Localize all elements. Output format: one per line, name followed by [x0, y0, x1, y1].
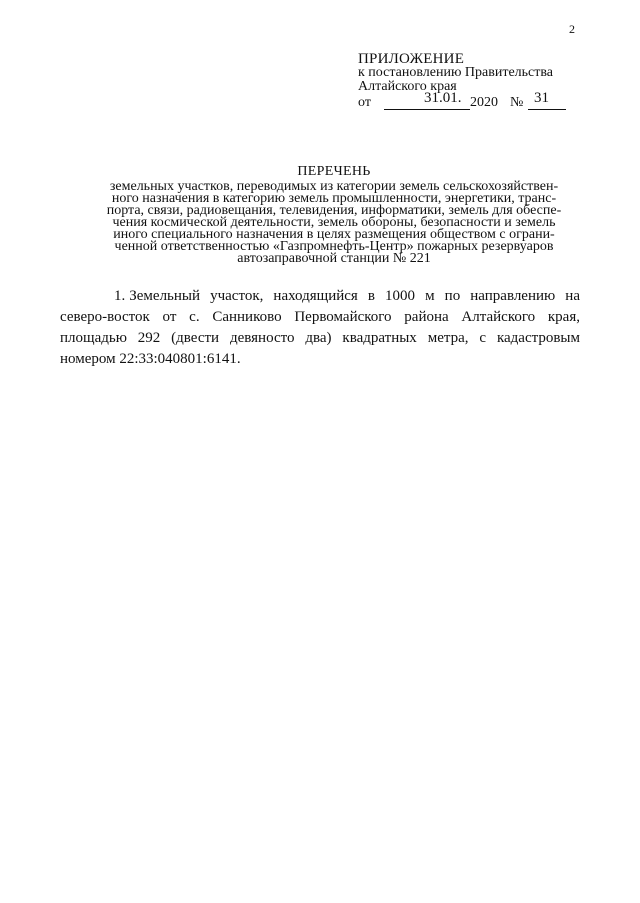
item-text: Земельный участок, находящийся в 1000 м по направлению на северо-восток от с. Санниково Первомайского района Алтайского края, площадью 292 (двести девяносто два) квадратных метра, с кадастровым номером 22:33:040801:6141.	[60, 288, 580, 367]
item-number: 1.	[114, 288, 126, 304]
appendix-line-1: к постановлению Правительства	[358, 65, 554, 80]
heading-line: ного назначения в категорию земель промышленности, энергетики, транс-	[111, 191, 557, 206]
number-underline	[528, 109, 566, 110]
heading-line: иного специального назначения в целях размещения обществом с ограни-	[113, 227, 555, 242]
date-value: 31.01.	[424, 90, 462, 106]
date-year: 2020	[470, 95, 498, 110]
heading-line: порта, связи, радиовещания, телевидения, информатики, земель для обеспе-	[106, 203, 562, 218]
appendix-date-line	[358, 90, 608, 112]
heading-line: чения космической деятельности, земель обороны, безопасности и земель	[112, 215, 556, 230]
appendix-line-2: Алтайского края	[358, 79, 457, 94]
appendix-block	[358, 52, 608, 112]
heading-title: ПЕРЕЧЕНЬ	[297, 164, 371, 179]
land-plot-item	[60, 286, 580, 370]
appendix-title: ПРИЛОЖЕНИЕ	[358, 51, 465, 67]
list-heading	[60, 166, 608, 265]
heading-line: автозаправочной станции № 221	[237, 251, 431, 266]
heading-line: земельных участков, переводимых из категории земель сельскохозяйствен-	[109, 179, 559, 194]
date-underline	[384, 109, 470, 110]
heading-line: ченной ответственностью «Газпромнефть-Центр» пожарных резервуаров	[114, 239, 554, 254]
page-number: 2	[569, 22, 575, 36]
number-sign: №	[510, 95, 524, 110]
date-prefix: от	[358, 95, 371, 110]
number-value: 31	[534, 90, 549, 106]
